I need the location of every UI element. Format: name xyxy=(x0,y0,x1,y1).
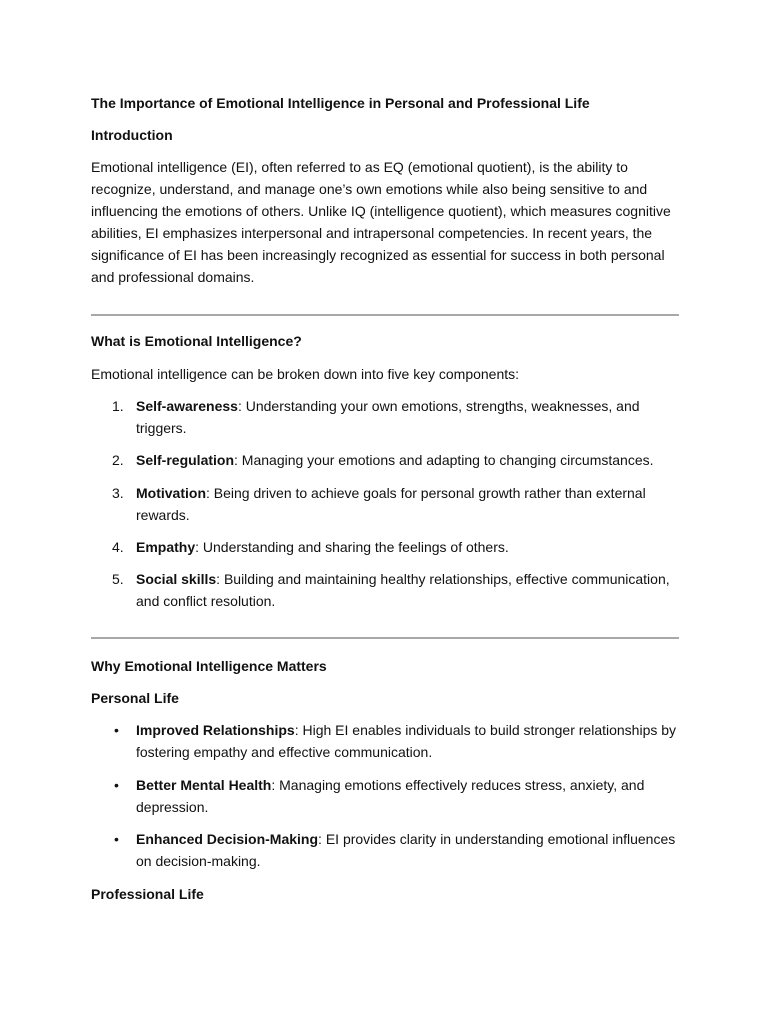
list-item xyxy=(91,449,679,471)
introduction-heading: Introduction xyxy=(91,127,173,143)
list-item-term: Social skills xyxy=(136,571,217,587)
list-item-description: : Understanding and sharing the feelings of others. xyxy=(195,539,509,555)
list-item-term: Motivation xyxy=(136,485,206,501)
list-item-description: : Managing your emotions and adapting to changing circumstances. xyxy=(234,452,654,468)
list-item-term: Self-awareness xyxy=(136,398,238,414)
components-list xyxy=(91,395,679,612)
list-item xyxy=(91,482,679,526)
list-item-term: Enhanced Decision-Making xyxy=(136,831,319,847)
list-number: 2. xyxy=(112,452,124,468)
bullet-marker: • xyxy=(114,777,119,793)
section-heading-what-is-ei: What is Emotional Intelligence? xyxy=(91,333,302,349)
list-item-description: : High EI enables individuals to build stronger relationships by fostering empathy and effective communication. xyxy=(136,722,677,760)
bullet-marker: • xyxy=(114,722,119,738)
introduction-paragraph: Emotional intelligence (EI), often referred to as EQ (emotional quotient), is the ability to recognize, understand, and manage one’s own emotions while also being sensitive to and influencing the emotions of others. Unlike IQ (intelligence quotient), which measures cognitive abilities, EI emphasizes interpersonal and intrapersonal competencies. In recent years, the significance of EI has been increasingly recognized as essential for success in both personal and professional domains. xyxy=(91,159,671,285)
list-item-term: Self-regulation xyxy=(136,452,235,468)
list-number: 5. xyxy=(112,571,124,587)
list-item xyxy=(91,568,679,612)
components-lead-text: Emotional intelligence can be broken down into five key components: xyxy=(91,366,520,382)
list-item xyxy=(91,774,679,818)
subheading-professional-life: Professional Life xyxy=(91,886,204,902)
subheading-personal-life: Personal Life xyxy=(91,690,179,706)
list-number: 1. xyxy=(112,398,124,414)
list-item xyxy=(91,395,679,439)
list-item-term: Improved Relationships xyxy=(136,722,295,738)
list-item-term: Better Mental Health xyxy=(136,777,272,793)
list-item xyxy=(91,719,679,763)
section-heading-why-ei-matters: Why Emotional Intelligence Matters xyxy=(91,658,327,674)
list-number: 3. xyxy=(112,485,124,501)
document-page xyxy=(91,92,679,905)
list-item-description: : Being driven to achieve goals for personal growth rather than external rewards. xyxy=(136,485,646,523)
list-item-description: : Understanding your own emotions, strengths, weaknesses, and triggers. xyxy=(136,398,640,436)
list-item-description: : Managing emotions effectively reduces stress, anxiety, and depression. xyxy=(136,777,645,815)
bullet-marker: • xyxy=(114,831,119,847)
list-item xyxy=(91,536,679,558)
section-divider xyxy=(91,637,679,639)
section-divider xyxy=(91,314,679,316)
list-number: 4. xyxy=(112,539,124,555)
list-item-description: : EI provides clarity in understanding emotional influences on decision-making. xyxy=(136,831,676,869)
personal-life-list xyxy=(91,719,679,872)
list-item-description: : Building and maintaining healthy relationships, effective communication, and conflict resolution. xyxy=(136,571,670,609)
document-title: The Importance of Emotional Intelligence in Personal and Professional Life xyxy=(91,95,590,111)
list-item-term: Empathy xyxy=(136,539,196,555)
list-item xyxy=(91,828,679,872)
